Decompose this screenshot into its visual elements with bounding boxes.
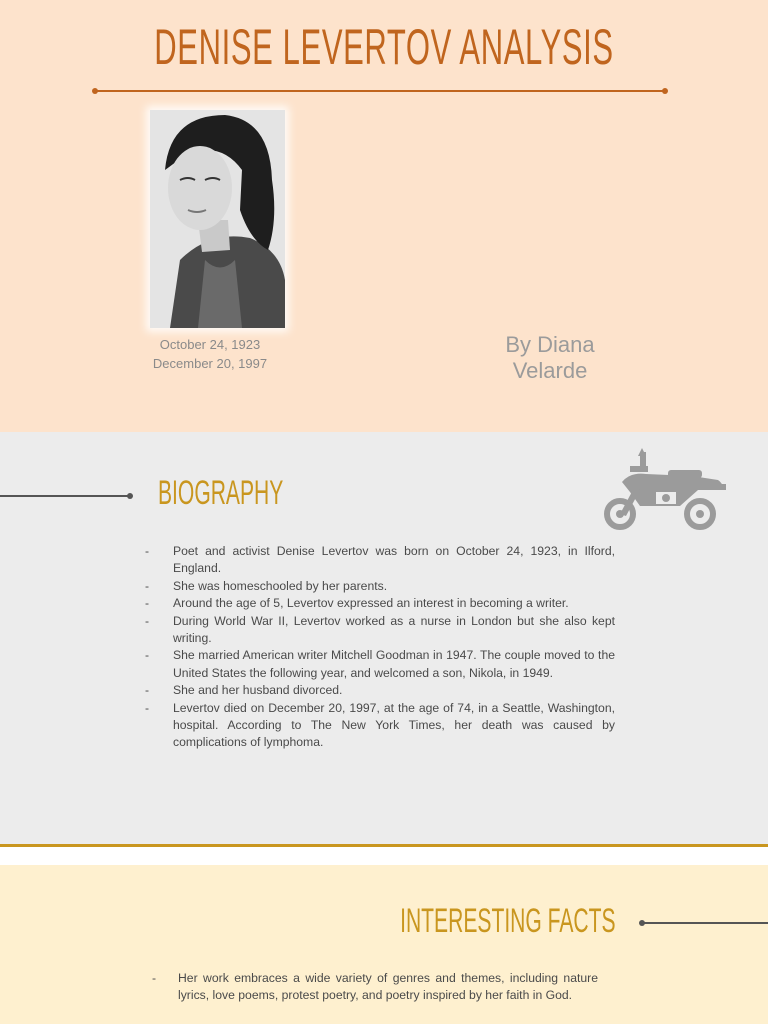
facts-slide — [0, 865, 768, 1024]
facts-connector-line — [642, 922, 768, 924]
biography-connector-line — [0, 495, 130, 497]
list-item: - Levertov died on December 20, 1997, at the age of 74, in a Seattle, Washington, hospital. According to The New York Times, her death was caused by complications of lymphoma. — [145, 700, 615, 752]
list-item: - She and her husband divorced. — [145, 682, 615, 699]
divider-dot-right — [662, 88, 668, 94]
title-slide — [0, 0, 768, 430]
list-item: - Around the age of 5, Levertov expressed an interest in becoming a writer. — [145, 595, 615, 612]
biography-slide — [0, 432, 768, 844]
birth-date: October 24, 1923 — [159, 337, 261, 352]
page-title: DENISE LEVERTOV ANALYSIS — [154, 19, 614, 75]
biography-list — [145, 543, 615, 752]
motorcycle-icon — [600, 444, 728, 536]
author-portrait — [150, 110, 285, 328]
divider-dot-left — [92, 88, 98, 94]
biography-heading: BIOGRAPHY — [158, 474, 284, 512]
connector-dot — [639, 920, 645, 926]
portrait-photo — [150, 110, 285, 328]
list-item: - She was homeschooled by her parents. — [145, 578, 615, 595]
title-divider — [95, 90, 665, 92]
death-date: December 20, 1997 — [152, 356, 268, 371]
author-byline: By Diana Velarde — [505, 332, 595, 383]
list-item: - Poet and activist Denise Levertov was born on October 24, 1923, in Ilford, England. — [145, 543, 615, 578]
list-item: - During World War II, Levertov worked as a nurse in London but she also kept writing. — [145, 613, 615, 648]
list-item: - Her work embraces a wide variety of genres and themes, including nature lyrics, love poems, protest poetry, and poetry inspired by her faith in God. — [152, 970, 598, 1005]
life-dates — [130, 335, 290, 373]
facts-list — [152, 970, 598, 1005]
facts-heading: INTERESTING FACTS — [400, 902, 616, 940]
list-item: - She married American writer Mitchell Goodman in 1947. The couple moved to the United States the following year, and welcomed a son, Nikola, in 1949. — [145, 647, 615, 682]
slide-gap — [0, 847, 768, 865]
connector-dot — [127, 493, 133, 499]
